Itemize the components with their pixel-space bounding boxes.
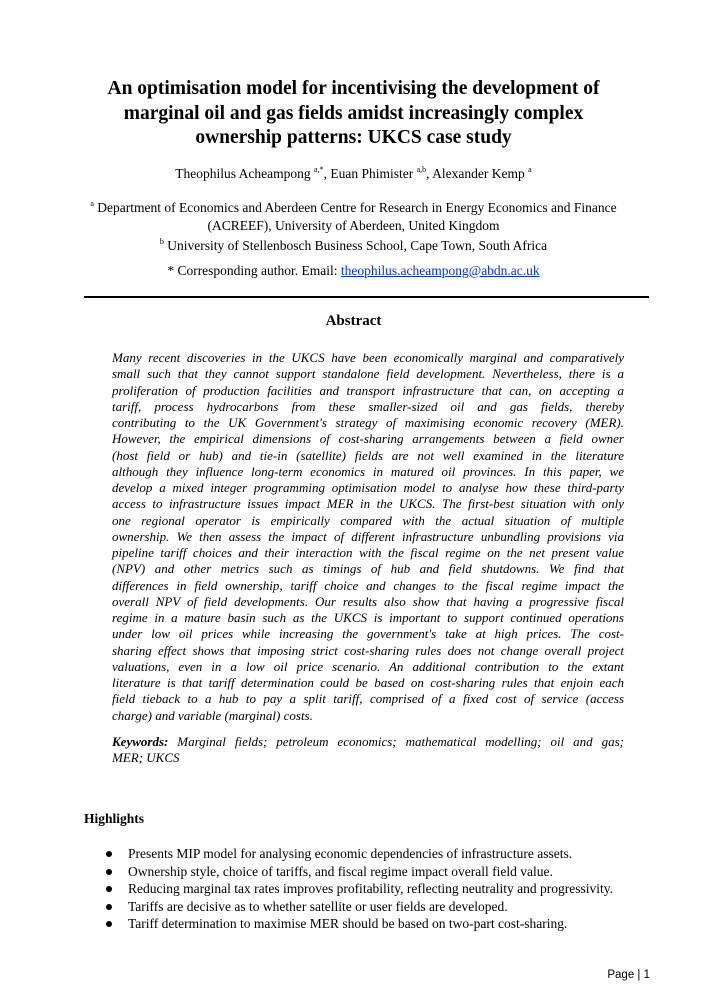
abstract-line: (NPV) and other metrics such as timings of hub and field shutdowns. We find that	[112, 561, 624, 577]
abstract-line: Many recent discoveries in the UKCS have been economically marginal and comparatively	[112, 350, 624, 365]
highlight-text: Reducing marginal tax rates improves profitability, reflecting neutrality and progressivity.	[128, 881, 613, 897]
highlights-heading: Highlights	[84, 811, 145, 826]
abstract-line: access to infrastructure issues impact MER in the UKCS. The first-best situation with only	[112, 496, 624, 512]
abstract-line: differences in field ownership, tariff choice and changes to the fiscal regime impact the	[112, 577, 624, 593]
corresponding-author	[0, 263, 707, 279]
abstract-heading: Abstract	[325, 313, 382, 329]
affiliation-b	[0, 238, 707, 254]
keywords-text: Marginal fields; petroleum economics; mathematical modelling; oil and gas;	[168, 734, 624, 749]
abstract-line: small such that they cannot support standalone field development. Nevertheless, there is a	[112, 366, 624, 382]
highlight-text: Ownership style, choice of tariffs, and fiscal regime impact overall field value.	[128, 863, 553, 879]
author-list	[0, 166, 707, 182]
highlight-item	[106, 845, 613, 863]
bullet-icon	[106, 869, 112, 875]
abstract-line: ownership. We then assess the impact of different infrastructure unbundling provisions via	[112, 528, 624, 544]
abstract-line: literature is that tariff determination could be based on cost-sharing rules that enjoin each	[112, 675, 624, 690]
highlight-item	[106, 915, 613, 933]
author-affiliation-marker: a,*	[314, 165, 324, 174]
abstract-line: valuations, even in a low oil price scenario. An additional contribution to the extant	[112, 658, 624, 674]
title-line: marginal oil and gas fields amidst increasingly complex	[123, 102, 584, 124]
affiliation-text: University of Stellenbosch Business School, Cape Town, South Africa	[163, 238, 548, 253]
abstract-line: proliferation of production facilities and transport infrastructure that can, on accepting a	[112, 382, 624, 398]
keywords-label: Keywords:	[112, 734, 169, 749]
paper-title	[60, 77, 647, 151]
abstract-line: one regional operator is empirically compared with the actual situation of multiple	[112, 512, 624, 528]
abstract-line: sharing effect shows that imposing strict cost-sharing rules does not change overall project	[112, 642, 624, 658]
highlight-text: Presents MIP model for analysing economic dependencies of infrastructure assets.	[128, 846, 573, 861]
abstract-line: although they influence long-term economics in matured oil provinces. In this paper, we	[112, 463, 624, 479]
bullet-icon	[106, 886, 112, 892]
highlight-text: Tariffs are decisive as to whether satellite or user fields are developed.	[128, 898, 508, 914]
highlight-item	[106, 880, 613, 898]
abstract-line: field tieback to a hub to pay a split tariff, comprised of a fixed cost of service (access	[112, 691, 624, 707]
author-affiliation-marker: a,b	[416, 165, 427, 174]
abstract-line: under low oil prices while increasing the government's take at high prices. The cost-	[112, 626, 624, 642]
abstract-line: overall NPV of field developments. Our results also show that having a progressive fiscal	[112, 593, 624, 609]
bullet-icon	[106, 851, 112, 857]
keywords-text: MER; UKCS	[112, 750, 180, 766]
highlight-item	[106, 898, 613, 916]
abstract-line: pipeline tariff choices and their interaction with the fiscal regime on the net present value	[112, 545, 624, 560]
highlight-text: Tariff determination to maximise MER should be based on two-part cost-sharing.	[128, 916, 568, 932]
affiliation-a	[0, 199, 707, 235]
affiliation-marker: b	[159, 237, 164, 246]
affiliation-marker: a	[90, 199, 94, 208]
corresponding-label: * Corresponding author. Email:	[167, 263, 341, 278]
abstract-line: regime in a mature basin such as the UKCS is important to support continued operations	[112, 610, 624, 625]
author-name: , Euan Phimister	[323, 166, 417, 181]
author-name: Theophilus Acheampong	[175, 166, 315, 181]
header-divider	[84, 296, 649, 298]
highlight-item	[106, 863, 613, 881]
title-line: ownership patterns: UKCS case study	[195, 127, 512, 148]
keywords	[112, 734, 624, 767]
abstract-line: develop a mixed integer programming optimisation model to analyse how these third-party	[112, 480, 624, 495]
abstract-line: tariff, process hydrocarbons from these smaller-sized oil and gas fields, thereby	[112, 398, 624, 414]
page-number: Page | 1	[607, 969, 650, 981]
title-line: An optimisation model for incentivising the development of	[107, 78, 600, 99]
abstract-body	[112, 350, 624, 724]
email-link[interactable]: theophilus.acheampong@abdn.ac.uk	[340, 263, 540, 278]
abstract-line: contributing to the UK Government's strategy of maximising economic recovery (MER).	[112, 415, 624, 430]
bullet-icon	[106, 921, 112, 927]
abstract-line: charge) and variable (marginal) costs.	[112, 707, 313, 723]
affiliation-text: Department of Economics and Aberdeen Centre for Research in Energy Economics and Finance	[97, 200, 617, 215]
affiliation-text: (ACREEF), University of Aberdeen, United Kingdom	[207, 218, 500, 233]
bullet-icon	[106, 904, 112, 910]
abstract-line: (host field or hub) and tie-in (satellite) fields are not well examined in the literature	[112, 447, 624, 463]
highlights-list	[106, 845, 613, 933]
author-name: , Alexander Kemp	[426, 166, 529, 181]
abstract-line: However, the empirical dimensions of cost-sharing arrangements between a field owner	[112, 431, 624, 447]
author-affiliation-marker: a	[528, 165, 532, 174]
